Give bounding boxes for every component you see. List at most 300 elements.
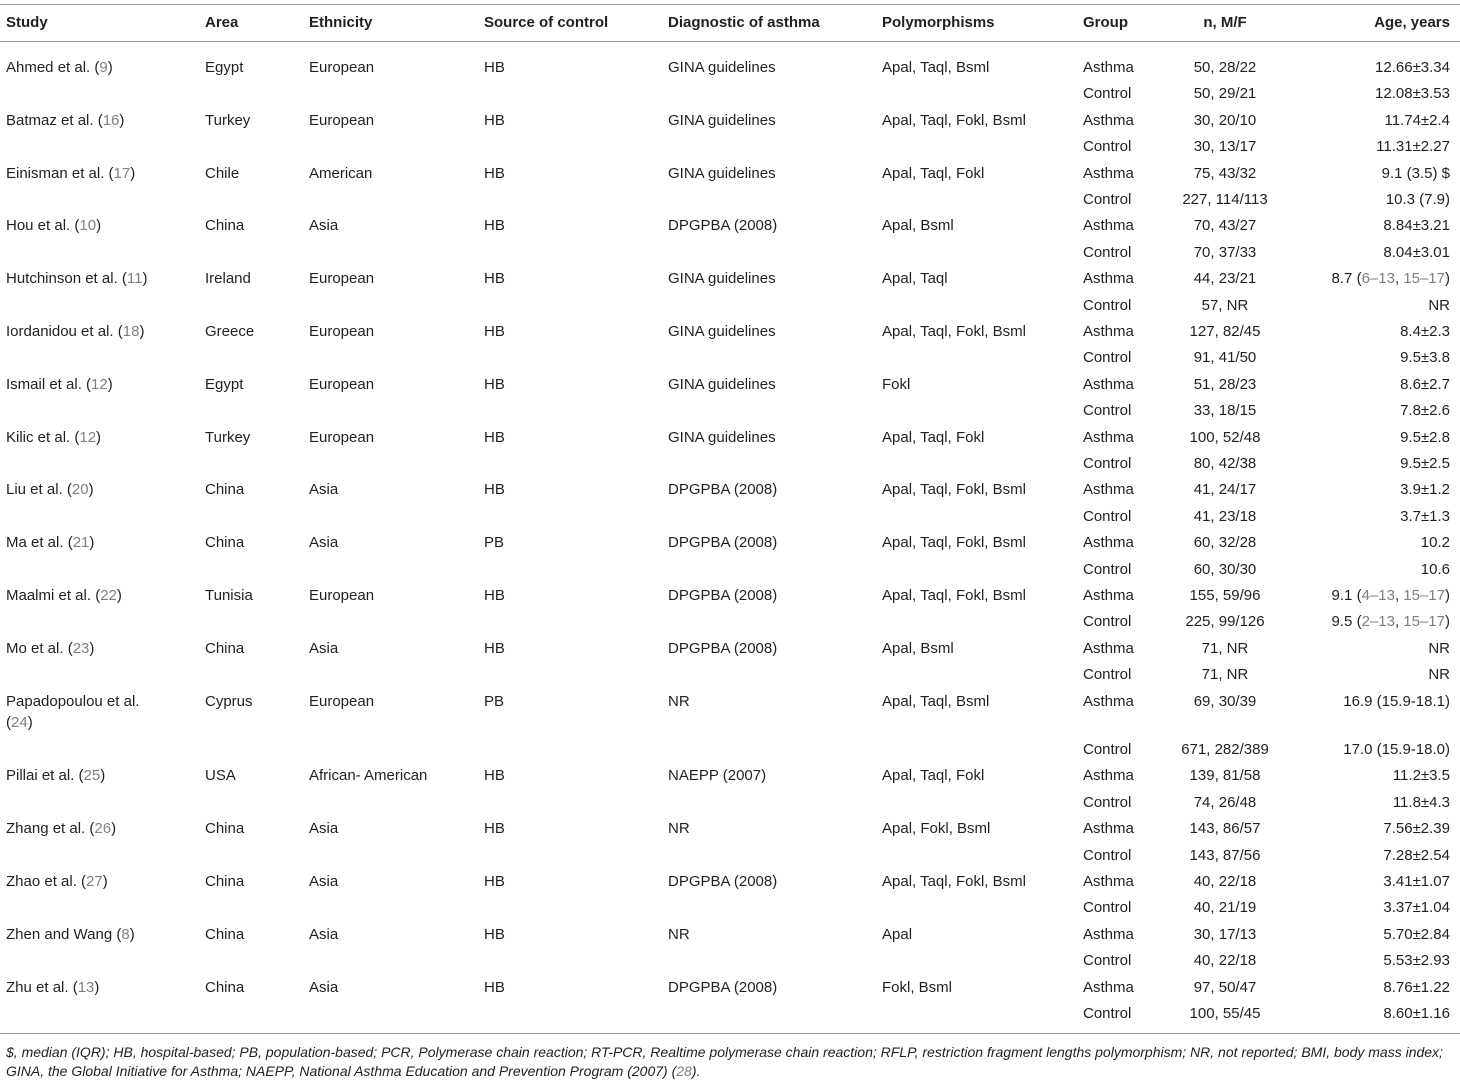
study-ethnicity: Asia — [309, 481, 339, 499]
n-mf-value: 100, 55/45 — [1189, 1005, 1261, 1022]
study-ethnicity: European — [309, 428, 375, 446]
header-polymorphisms: Polymorphisms — [882, 14, 995, 31]
study-diagnostic: NAEPP (2007) — [668, 767, 767, 785]
group-label: Control — [1083, 793, 1132, 811]
study-reference-close: ) — [96, 217, 102, 235]
study-source-of-control: HB — [484, 111, 505, 129]
n-mf-value: 97, 50/47 — [1193, 978, 1257, 996]
study-diagnostic: DPGPBA (2008) — [668, 217, 778, 235]
study-polymorphisms: Apal, Taql, Fokl — [882, 164, 985, 182]
age-value: 8.84±3.21 — [1383, 217, 1450, 235]
n-mf-value: 70, 43/27 — [1193, 217, 1257, 235]
study-diagnostic: DPGPBA (2008) — [668, 534, 778, 552]
age-close: ) — [1445, 587, 1450, 604]
n-mf-value: 143, 86/57 — [1189, 820, 1261, 838]
study-diagnostic: DPGPBA (2008) — [668, 587, 778, 604]
n-mf-value: 41, 24/17 — [1193, 481, 1257, 499]
study-reference-close: ) — [142, 270, 148, 288]
study-area: China — [205, 925, 245, 943]
study-area: Chile — [205, 164, 240, 182]
age-reference-link-1[interactable]: 2–13 — [1361, 613, 1395, 631]
study-diagnostic: GINA guidelines — [668, 164, 776, 182]
age-value: 12.66±3.34 — [1375, 59, 1450, 76]
n-mf-value: 30, 17/13 — [1193, 925, 1257, 943]
study-source-of-control: HB — [484, 820, 505, 838]
n-mf-value: 100, 52/48 — [1189, 428, 1261, 446]
group-label: Asthma — [1083, 323, 1134, 340]
study-name — [6, 765, 105, 786]
n-mf-value: 44, 23/21 — [1193, 270, 1257, 288]
n-mf-value: 127, 82/45 — [1189, 323, 1261, 340]
age-value: 8.60±1.16 — [1383, 1005, 1450, 1022]
study-polymorphisms: Apal, Bsml — [882, 639, 954, 657]
study-name — [6, 268, 147, 289]
study-author-cont: ( — [6, 713, 11, 731]
age-reference-link-2[interactable]: 15–17 — [1403, 613, 1445, 631]
study-author: Ahmed et al. ( — [6, 59, 100, 76]
n-mf-value: 225, 99/126 — [1185, 613, 1265, 631]
study-name — [6, 818, 116, 839]
group-label: Asthma — [1083, 978, 1134, 996]
study-reference-link[interactable]: 18 — [122, 323, 140, 340]
n-mf-value: 75, 43/32 — [1193, 164, 1257, 182]
age-value: 9.5±2.8 — [1400, 428, 1450, 446]
n-mf-value: 40, 21/19 — [1193, 899, 1257, 917]
study-diagnostic: GINA guidelines — [668, 428, 776, 446]
group-label: Control — [1083, 899, 1132, 917]
n-mf-value: 71, NR — [1201, 666, 1249, 684]
age-median: 8.7 ( — [1331, 270, 1362, 288]
study-reference-close: ) — [111, 820, 117, 838]
age-reference-link-1[interactable]: 6–13 — [1361, 270, 1395, 288]
study-reference-close: ) — [139, 323, 145, 340]
n-mf-value: 139, 81/58 — [1189, 767, 1261, 785]
study-reference-link[interactable]: 26 — [94, 820, 112, 838]
study-ethnicity: Asia — [309, 217, 339, 235]
study-source-of-control: HB — [484, 639, 505, 657]
study-source-of-control: HB — [484, 270, 505, 288]
study-source-of-control: HB — [484, 481, 505, 499]
study-reference-close: ) — [100, 767, 106, 785]
study-name — [6, 977, 99, 998]
group-label: Asthma — [1083, 164, 1134, 182]
age-value: 8.4±2.3 — [1400, 323, 1450, 340]
footnote-reference-link[interactable]: 28 — [676, 1063, 692, 1079]
study-polymorphisms: Apal, Taql, Fokl, Bsml — [882, 534, 1026, 552]
study-source-of-control: HB — [484, 587, 505, 604]
study-name — [6, 321, 144, 342]
n-mf-value: 227, 114/113 — [1182, 191, 1268, 208]
group-label: Control — [1083, 846, 1132, 864]
study-diagnostic: DPGPBA (2008) — [668, 481, 778, 499]
n-mf-value: 57, NR — [1201, 296, 1249, 314]
study-source-of-control: HB — [484, 375, 505, 393]
study-reference-close: ) — [116, 587, 122, 604]
study-name — [6, 427, 101, 448]
group-label: Control — [1083, 1005, 1132, 1022]
age-value: 12.08±3.53 — [1375, 85, 1450, 103]
group-label: Control — [1083, 85, 1132, 103]
study-name — [6, 924, 135, 945]
study-source-of-control: HB — [484, 217, 505, 235]
study-polymorphisms: Apal, Taql, Fokl, Bsml — [882, 481, 1026, 499]
study-ethnicity: Asia — [309, 639, 339, 657]
age-value: 11.8±4.3 — [1392, 793, 1450, 811]
age-value: 16.9 (15.9-18.1) — [1343, 692, 1450, 710]
group-label: Control — [1083, 952, 1132, 970]
study-reference-link[interactable]: 8 — [121, 925, 130, 943]
study-author: Einisman et al. ( — [6, 164, 114, 182]
age-reference-link-2[interactable]: 15–17 — [1403, 587, 1445, 604]
study-name — [6, 585, 122, 606]
group-label: Control — [1083, 138, 1132, 156]
study-area: USA — [205, 767, 236, 785]
group-label: Asthma — [1083, 925, 1134, 943]
study-polymorphisms: Apal, Taql, Fokl, Bsml — [882, 323, 1026, 340]
study-name — [6, 871, 108, 892]
study-name — [6, 479, 94, 500]
table-footnote — [6, 1043, 1456, 1081]
study-diagnostic: NR — [668, 692, 690, 710]
age-value: 10.3 (7.9) — [1385, 191, 1450, 208]
study-diagnostic: NR — [668, 925, 690, 943]
study-reference-link[interactable]: 9 — [99, 59, 108, 76]
study-polymorphisms: Fokl, Bsml — [882, 978, 953, 996]
study-reference-link[interactable]: 25 — [83, 767, 101, 785]
study-name — [6, 691, 139, 733]
group-label: Control — [1083, 455, 1132, 472]
study-reference-link[interactable]: 21 — [72, 534, 90, 552]
study-reference-close: ) — [89, 534, 95, 552]
study-author: Mo et al. ( — [6, 639, 73, 657]
age-close: ) — [1445, 270, 1450, 288]
study-reference-link[interactable]: 12 — [91, 375, 108, 393]
study-polymorphisms: Fokl — [882, 375, 911, 393]
study-area: China — [205, 217, 245, 235]
study-reference-link[interactable]: 22 — [100, 587, 117, 604]
study-reference-close: ) — [96, 428, 102, 446]
study-source-of-control: HB — [484, 428, 505, 446]
study-author: Kilic et al. ( — [6, 428, 80, 446]
n-mf-value: 50, 28/22 — [1193, 59, 1257, 76]
study-ethnicity: European — [309, 111, 375, 129]
header-ethnicity: Ethnicity — [309, 14, 373, 31]
age-value: 3.41±1.07 — [1383, 873, 1450, 890]
n-mf-value: 671, 282/389 — [1181, 741, 1269, 758]
study-area: Egypt — [205, 375, 244, 393]
study-reference-link[interactable]: 11 — [126, 270, 143, 288]
study-ethnicity: European — [309, 323, 375, 340]
study-area: China — [205, 481, 245, 499]
study-area: China — [205, 639, 245, 657]
n-mf-value: 41, 23/18 — [1193, 507, 1257, 525]
group-label: Asthma — [1083, 534, 1134, 552]
study-source-of-control: HB — [484, 978, 505, 996]
age-value: 11.2±3.5 — [1392, 767, 1450, 785]
study-polymorphisms: Apal — [882, 925, 913, 943]
n-mf-value: 71, NR — [1201, 639, 1249, 657]
study-area: China — [205, 820, 245, 838]
age-value: NR — [1428, 639, 1450, 657]
study-polymorphisms: Apal, Taql, Fokl, Bsml — [882, 873, 1026, 890]
n-mf-value: 69, 30/39 — [1193, 692, 1257, 710]
age-value: 8.76±1.22 — [1383, 978, 1450, 996]
age-value — [1290, 611, 1450, 632]
study-diagnostic: GINA guidelines — [668, 323, 776, 340]
study-area: Turkey — [205, 111, 251, 129]
age-separator: , — [1394, 587, 1404, 604]
n-mf-value: 80, 42/38 — [1193, 455, 1257, 472]
study-area: Tunisia — [205, 587, 253, 604]
age-separator: , — [1394, 270, 1404, 288]
study-diagnostic: NR — [668, 820, 690, 838]
group-label: Control — [1083, 243, 1132, 261]
study-polymorphisms: Apal, Bsml — [882, 217, 954, 235]
age-value: 7.8±2.6 — [1400, 402, 1450, 420]
n-mf-value: 40, 22/18 — [1193, 952, 1257, 970]
study-reference-link[interactable]: 12 — [79, 428, 97, 446]
group-label: Control — [1083, 666, 1132, 684]
study-ethnicity: American — [309, 164, 373, 182]
header-area: Area — [205, 14, 239, 31]
study-ethnicity: Asia — [309, 873, 339, 890]
study-polymorphisms: Apal, Taql, Fokl — [882, 428, 985, 446]
group-label: Control — [1083, 613, 1132, 631]
group-label: Control — [1083, 507, 1132, 525]
study-author: Hou et al. ( — [6, 217, 80, 235]
study-reference-close: ) — [89, 639, 95, 657]
n-mf-value: 60, 32/28 — [1193, 534, 1257, 552]
study-area: China — [205, 978, 245, 996]
study-name — [6, 57, 113, 78]
age-value: 9.5±2.5 — [1400, 455, 1450, 472]
n-mf-value: 91, 41/50 — [1193, 349, 1257, 367]
study-source-of-control: HB — [484, 59, 505, 76]
header-group: Group — [1083, 14, 1128, 31]
group-label: Asthma — [1083, 481, 1134, 499]
header-bottom-rule — [0, 41, 1460, 42]
age-median: 9.5 ( — [1331, 613, 1362, 631]
study-ethnicity: European — [309, 692, 375, 710]
study-polymorphisms: Apal, Taql, Bsml — [882, 59, 990, 76]
group-label: Control — [1083, 560, 1132, 578]
study-author: Hutchinson et al. ( — [6, 270, 127, 288]
study-author: Zhang et al. ( — [6, 820, 95, 838]
study-diagnostic: GINA guidelines — [668, 375, 776, 393]
group-label: Asthma — [1083, 217, 1134, 235]
group-label: Asthma — [1083, 428, 1134, 446]
study-reference-link[interactable]: 27 — [86, 873, 103, 890]
study-source-of-control: HB — [484, 873, 505, 890]
study-area: China — [205, 534, 245, 552]
study-ethnicity: European — [309, 587, 375, 604]
group-label: Asthma — [1083, 639, 1134, 657]
n-mf-value: 60, 30/30 — [1193, 560, 1257, 578]
study-source-of-control: PB — [484, 534, 505, 552]
study-polymorphisms: Apal, Taql, Fokl — [882, 767, 985, 785]
footnote-line-2-end: ). — [691, 1063, 701, 1079]
study-ethnicity: Asia — [309, 978, 339, 996]
study-ethnicity: African- American — [309, 767, 428, 785]
header-source-of-control: Source of control — [484, 14, 609, 31]
study-ethnicity: European — [309, 59, 375, 76]
group-label: Control — [1083, 191, 1132, 208]
study-name — [6, 215, 101, 236]
study-diagnostic: DPGPBA (2008) — [668, 978, 778, 996]
study-area: Egypt — [205, 59, 244, 76]
group-label: Asthma — [1083, 873, 1134, 890]
study-reference-link[interactable]: 20 — [71, 481, 89, 499]
study-author: Iordanidou et al. ( — [6, 323, 123, 340]
age-value: 10.6 — [1420, 560, 1450, 578]
footnote-line-1: $, median (IQR); HB, hospital-based; PB, population-based; PCR, Polymerase chain reaction; RT-PCR, Realtime polymerase chain reaction; RFLP, restriction fragment lengths polymorphism; NR, not reported; BMI, body mass index; — [6, 1044, 1443, 1060]
age-value — [1290, 268, 1450, 289]
study-name — [6, 110, 124, 131]
study-reference-close: ) — [107, 375, 113, 393]
age-value: 5.53±2.93 — [1383, 952, 1450, 970]
study-area: Ireland — [205, 270, 251, 288]
table-bottom-rule — [0, 1033, 1460, 1034]
study-polymorphisms: Apal, Fokl, Bsml — [882, 820, 991, 838]
study-diagnostic: DPGPBA (2008) — [668, 873, 778, 890]
n-mf-value: 33, 18/15 — [1193, 402, 1257, 420]
age-value: 3.7±1.3 — [1400, 507, 1450, 525]
n-mf-value: 40, 22/18 — [1193, 873, 1257, 890]
group-label: Control — [1083, 402, 1132, 420]
study-ethnicity: European — [309, 270, 375, 288]
study-reference-close: ) — [119, 111, 125, 129]
study-author: Zhu et al. ( — [6, 978, 78, 996]
study-reference-close: ) — [129, 925, 135, 943]
header-age: Age, years — [1374, 14, 1450, 31]
group-label: Control — [1083, 296, 1132, 314]
age-value: 10.2 — [1420, 534, 1450, 552]
group-label: Asthma — [1083, 820, 1134, 838]
study-polymorphisms: Apal, Taql, Fokl, Bsml — [882, 587, 1026, 604]
study-polymorphisms: Apal, Taql, Bsml — [882, 692, 990, 710]
study-diagnostic: GINA guidelines — [668, 59, 776, 76]
group-label: Control — [1083, 741, 1132, 758]
study-reference-close: ) — [27, 713, 33, 731]
study-reference-close: ) — [102, 873, 108, 890]
age-value: 8.04±3.01 — [1383, 243, 1450, 261]
study-reference-close: ) — [94, 978, 100, 996]
study-area: Greece — [205, 323, 255, 340]
study-author: Batmaz et al. ( — [6, 111, 103, 129]
age-value: 7.56±2.39 — [1383, 820, 1450, 838]
study-ethnicity: European — [309, 375, 375, 393]
study-reference-link[interactable]: 13 — [77, 978, 95, 996]
age-value: 11.74±2.4 — [1384, 111, 1450, 129]
n-mf-value: 50, 29/21 — [1193, 85, 1257, 103]
group-label: Asthma — [1083, 59, 1134, 76]
n-mf-value: 30, 13/17 — [1193, 138, 1257, 156]
n-mf-value: 74, 26/48 — [1193, 793, 1257, 811]
study-diagnostic: GINA guidelines — [668, 270, 776, 288]
footnote-line-2: GINA, the Global Initiative for Asthma; NAEPP, National Asthma Education and Prevention Program (2007) ( — [6, 1063, 677, 1079]
study-source-of-control: HB — [484, 925, 505, 943]
header-study: Study — [6, 14, 48, 31]
group-label: Asthma — [1083, 587, 1134, 604]
study-author: Liu et al. ( — [6, 481, 72, 499]
age-close: ) — [1445, 613, 1450, 631]
study-author: Maalmi et al. ( — [6, 587, 101, 604]
study-area: Turkey — [205, 428, 251, 446]
age-value: 3.37±1.04 — [1383, 899, 1450, 917]
age-value: NR — [1428, 296, 1450, 314]
group-label: Asthma — [1083, 692, 1134, 710]
study-reference-link[interactable]: 16 — [102, 111, 120, 129]
study-ethnicity: Asia — [309, 925, 339, 943]
study-reference-link[interactable]: 23 — [72, 639, 90, 657]
study-author: Papadopoulou et al. — [6, 692, 140, 710]
age-value: 9.1 (3.5) $ — [1381, 164, 1450, 182]
study-diagnostic: GINA guidelines — [668, 111, 776, 129]
study-polymorphisms: Apal, Taql, Fokl, Bsml — [882, 111, 1026, 129]
age-value: 3.9±1.2 — [1400, 481, 1450, 499]
study-area: Cyprus — [205, 692, 253, 710]
group-label: Asthma — [1083, 270, 1134, 288]
study-ethnicity: Asia — [309, 820, 339, 838]
study-reference-close: ) — [107, 59, 113, 76]
study-reference-close: ) — [130, 164, 136, 182]
n-mf-value: 30, 20/10 — [1193, 111, 1257, 129]
n-mf-value: 51, 28/23 — [1193, 375, 1257, 393]
age-value: 11.31±2.27 — [1376, 138, 1450, 156]
study-polymorphisms: Apal, Taql — [882, 270, 948, 288]
group-label: Control — [1083, 349, 1132, 367]
header-n-mf: n, M/F — [1203, 14, 1247, 31]
study-reference-link[interactable]: 24 — [11, 713, 28, 731]
study-source-of-control: PB — [484, 692, 505, 710]
study-author: Zhao et al. ( — [6, 873, 87, 890]
age-separator: , — [1394, 613, 1404, 631]
study-author: Ismail et al. ( — [6, 375, 92, 393]
age-value: 8.6±2.7 — [1400, 375, 1450, 393]
study-author: Pillai et al. ( — [6, 767, 84, 785]
age-value: 9.5±3.8 — [1400, 349, 1450, 367]
study-reference-link[interactable]: 17 — [113, 164, 131, 182]
n-mf-value: 143, 87/56 — [1189, 846, 1261, 864]
study-area: China — [205, 873, 245, 890]
group-label: Asthma — [1083, 767, 1134, 785]
study-ethnicity: Asia — [309, 534, 339, 552]
table-top-rule — [0, 4, 1460, 5]
age-value: NR — [1428, 666, 1450, 684]
study-name — [6, 638, 94, 659]
n-mf-value: 70, 37/33 — [1193, 243, 1257, 261]
age-value: 7.28±2.54 — [1383, 846, 1450, 864]
age-median: 9.1 ( — [1331, 587, 1362, 604]
age-value: 17.0 (15.9-18.0) — [1343, 741, 1450, 758]
age-reference-link-2[interactable]: 15–17 — [1403, 270, 1445, 288]
study-source-of-control: HB — [484, 164, 505, 182]
study-diagnostic: DPGPBA (2008) — [668, 639, 778, 657]
study-source-of-control: HB — [484, 323, 505, 340]
study-name — [6, 374, 113, 395]
study-author: Ma et al. ( — [6, 534, 73, 552]
study-reference-close: ) — [88, 481, 94, 499]
group-label: Asthma — [1083, 111, 1134, 129]
group-label: Asthma — [1083, 375, 1134, 393]
study-source-of-control: HB — [484, 767, 505, 785]
age-reference-link-1[interactable]: 4–13 — [1361, 587, 1395, 604]
n-mf-value: 155, 59/96 — [1189, 587, 1261, 604]
study-name — [6, 532, 94, 553]
age-value: 5.70±2.84 — [1383, 925, 1450, 943]
study-reference-link[interactable]: 10 — [79, 217, 97, 235]
study-author: Zhen and Wang ( — [6, 925, 122, 943]
